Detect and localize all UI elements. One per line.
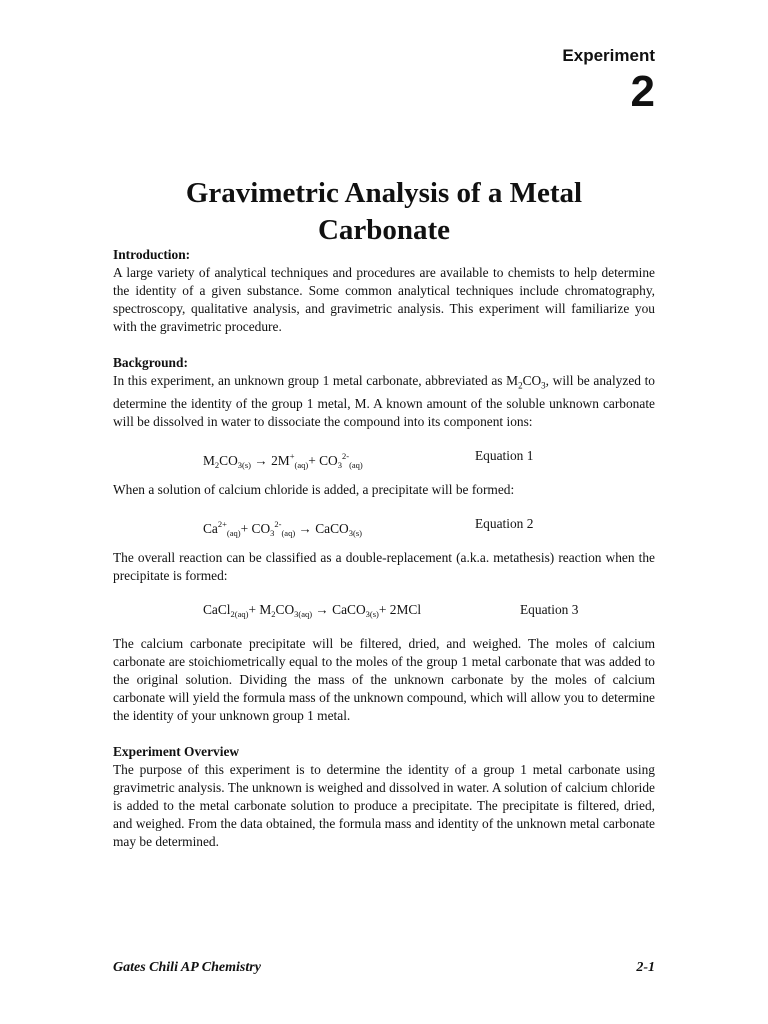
equation-1-row <box>113 447 655 470</box>
overview-heading: Experiment Overview <box>113 743 240 759</box>
equation-text: → CaCO <box>312 601 366 617</box>
equation-subscript: (aq) <box>281 527 296 538</box>
equation-subscript: 3(s) <box>237 459 252 470</box>
equation-subscript: 2 <box>271 608 276 619</box>
bg-sub-1: 2 <box>518 380 523 391</box>
equation-subscript: 3(aq) <box>294 608 313 619</box>
equation-subscript: (aq) <box>226 527 241 538</box>
equation-superscript: 2+ <box>217 518 227 529</box>
equation-subscript: (aq) <box>294 459 309 470</box>
background-heading: Background: <box>113 355 188 370</box>
overview-paragraph: The purpose of this experiment is to determine the identity of a group 1 metal carbonate using gravimetric analysis. The unknown is weighed and dissolved in water. A solution of calcium chloride is added to the metal carbonate solution to produce a precipitate. The precipitate is filtered, dried, and weighed. From the data obtained, the formula mass and identity of the unknown metal carbonate may be determined. <box>113 761 655 849</box>
equation-text: CO <box>219 452 238 468</box>
bg-text-mid: CO <box>522 373 542 388</box>
introduction-paragraph: A large variety of analytical techniques and procedures are available to chemists to help determine the identity of a given substance. Some common analytical techniques include chromatography, spectroscopy, qualitative analysis, and gravimetric analysis. This experiment will familiarize you with the gravimetric procedure. <box>113 265 655 334</box>
equation-subscript: (aq) <box>349 459 363 470</box>
equation-3-label: Equation 3 <box>520 601 579 617</box>
equation-text: → 2M <box>251 452 290 468</box>
equation-3-row <box>113 601 655 619</box>
document-body <box>113 246 655 851</box>
equation-subscript: 3 <box>270 527 275 538</box>
title-line-1: Gravimetric Analysis of a Metal <box>185 177 583 209</box>
bg-text-pre: In this experiment, an unknown group 1 metal carbonate, abbreviated as M <box>113 373 519 388</box>
equation-text: M <box>203 452 215 468</box>
equation-1-formula <box>203 447 363 474</box>
equation-text: Ca <box>203 520 218 536</box>
equation-text: + CO <box>308 452 338 468</box>
footer-page-number: 2-1 <box>636 960 655 975</box>
equation-superscript: 2- <box>341 450 350 461</box>
equation-text: + M <box>248 601 272 617</box>
title-line-2: Carbonate <box>317 214 451 246</box>
bg-sub-2: 3 <box>541 380 546 391</box>
equation-text: CaCl <box>203 601 231 617</box>
background-paragraph-3: The overall reaction can be classified as a double-replacement (a.k.a. metathesis) reaction when the precipitate is formed: <box>113 549 655 583</box>
background-paragraph-2: When a solution of calcium chloride is added, a precipitate will be formed: <box>113 481 515 497</box>
background-paragraph-1 <box>113 372 655 431</box>
background-paragraph-4: The calcium carbonate precipitate will be filtered, dried, and weighed. The moles of calcium carbonate are stoichiometrically equal to the moles of the group 1 metal carbonate that was added to the original solution. Dividing the mass of the unknown carbonate by the moles of calcium carbonate will yield the formula mass of the unknown compound, which will allow you to determine the identity of your unknown group 1 metal. <box>113 635 655 723</box>
equation-subscript: 3(s) <box>348 527 362 538</box>
equation-subscript: 2 <box>214 459 220 470</box>
equation-3-formula <box>203 601 421 623</box>
document-title <box>113 175 655 249</box>
equation-2-label: Equation 2 <box>475 515 534 531</box>
experiment-number: 2 <box>630 67 655 116</box>
equation-2-formula <box>203 515 362 542</box>
equation-subscript: 3(s) <box>365 608 379 619</box>
equation-text: + 2MCl <box>378 601 422 617</box>
equation-superscript: + <box>289 450 295 461</box>
equation-text: → CaCO <box>295 520 349 536</box>
footer-course: Gates Chili AP Chemistry <box>113 960 261 975</box>
equation-subscript: 2(aq) <box>230 608 249 619</box>
equation-superscript: 2- <box>274 518 282 529</box>
experiment-label: Experiment <box>562 46 655 65</box>
equation-text: CO <box>275 601 295 617</box>
equation-1-label: Equation 1 <box>475 447 534 463</box>
introduction-heading: Introduction: <box>113 247 191 262</box>
bg-text-post: , will be analyzed to determine the identity of the group 1 metal, M. A known amount of the soluble unknown carbonate will be dissolved in water to dissociate the compound into its component ions: <box>113 373 655 429</box>
equation-subscript: 3 <box>337 459 342 470</box>
equation-text: + CO <box>240 520 271 536</box>
equation-2-row <box>113 515 655 538</box>
